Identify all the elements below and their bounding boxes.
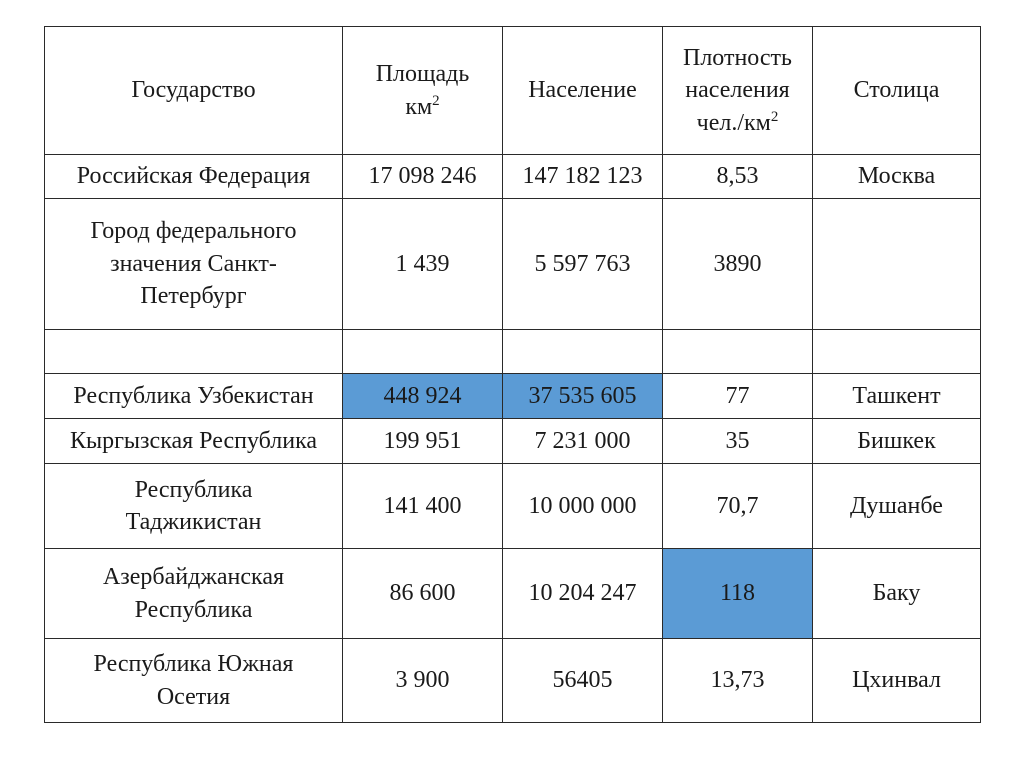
table-row (45, 639, 981, 723)
country-cell (45, 330, 343, 374)
population-cell: 147 182 123 (503, 155, 663, 199)
density-cell: 70,7 (663, 464, 813, 549)
capital-cell (813, 330, 981, 374)
area-cell: 3 900 (343, 639, 503, 723)
capital-cell: Цхинвал (813, 639, 981, 723)
header-area: Площадь $км^2$ (343, 27, 503, 155)
country-cell: Республика Южная Осетия (45, 639, 343, 723)
country-cell: Кыргызская Республика (45, 419, 343, 464)
country-cell: Город федерального значения Санкт-Петербург (45, 199, 343, 330)
table-row (45, 199, 981, 330)
population-cell-highlighted: 37 535 605 (503, 374, 663, 419)
population-cell (503, 330, 663, 374)
area-cell-highlighted: 448 924 (343, 374, 503, 419)
table-row (45, 464, 981, 549)
area-cell: 86 600 (343, 549, 503, 639)
table-row (45, 549, 981, 639)
header-density: Плотность населения $чел./км^2$ (663, 27, 813, 155)
density-cell (663, 330, 813, 374)
density-cell: 13,73 (663, 639, 813, 723)
population-cell: 56405 (503, 639, 663, 723)
area-cell: 199 951 (343, 419, 503, 464)
table-row (45, 374, 981, 419)
capital-cell: Баку (813, 549, 981, 639)
density-cell: 8,53 (663, 155, 813, 199)
table-row (45, 330, 981, 374)
density-cell: 35 (663, 419, 813, 464)
population-cell: 10 204 247 (503, 549, 663, 639)
area-cell (343, 330, 503, 374)
density-cell: 77 (663, 374, 813, 419)
capital-cell: Душанбе (813, 464, 981, 549)
area-cell: 1 439 (343, 199, 503, 330)
capital-cell: Ташкент (813, 374, 981, 419)
country-stats-table (44, 26, 981, 723)
country-cell: Республика Таджикистан (45, 464, 343, 549)
density-cell-highlighted: 118 (663, 549, 813, 639)
population-cell: 7 231 000 (503, 419, 663, 464)
country-cell: Азербайджанская Республика (45, 549, 343, 639)
country-cell: Российская Федерация (45, 155, 343, 199)
table-row (45, 419, 981, 464)
capital-cell: Бишкек (813, 419, 981, 464)
population-cell: 5 597 763 (503, 199, 663, 330)
capital-cell: Москва (813, 155, 981, 199)
header-country: Государство (45, 27, 343, 155)
capital-cell (813, 199, 981, 330)
population-cell: 10 000 000 (503, 464, 663, 549)
area-cell: 17 098 246 (343, 155, 503, 199)
table-row (45, 155, 981, 199)
area-cell: 141 400 (343, 464, 503, 549)
density-cell: 3890 (663, 199, 813, 330)
header-population: Население (503, 27, 663, 155)
header-capital: Столица (813, 27, 981, 155)
header-row (45, 27, 981, 155)
country-cell: Республика Узбекистан (45, 374, 343, 419)
